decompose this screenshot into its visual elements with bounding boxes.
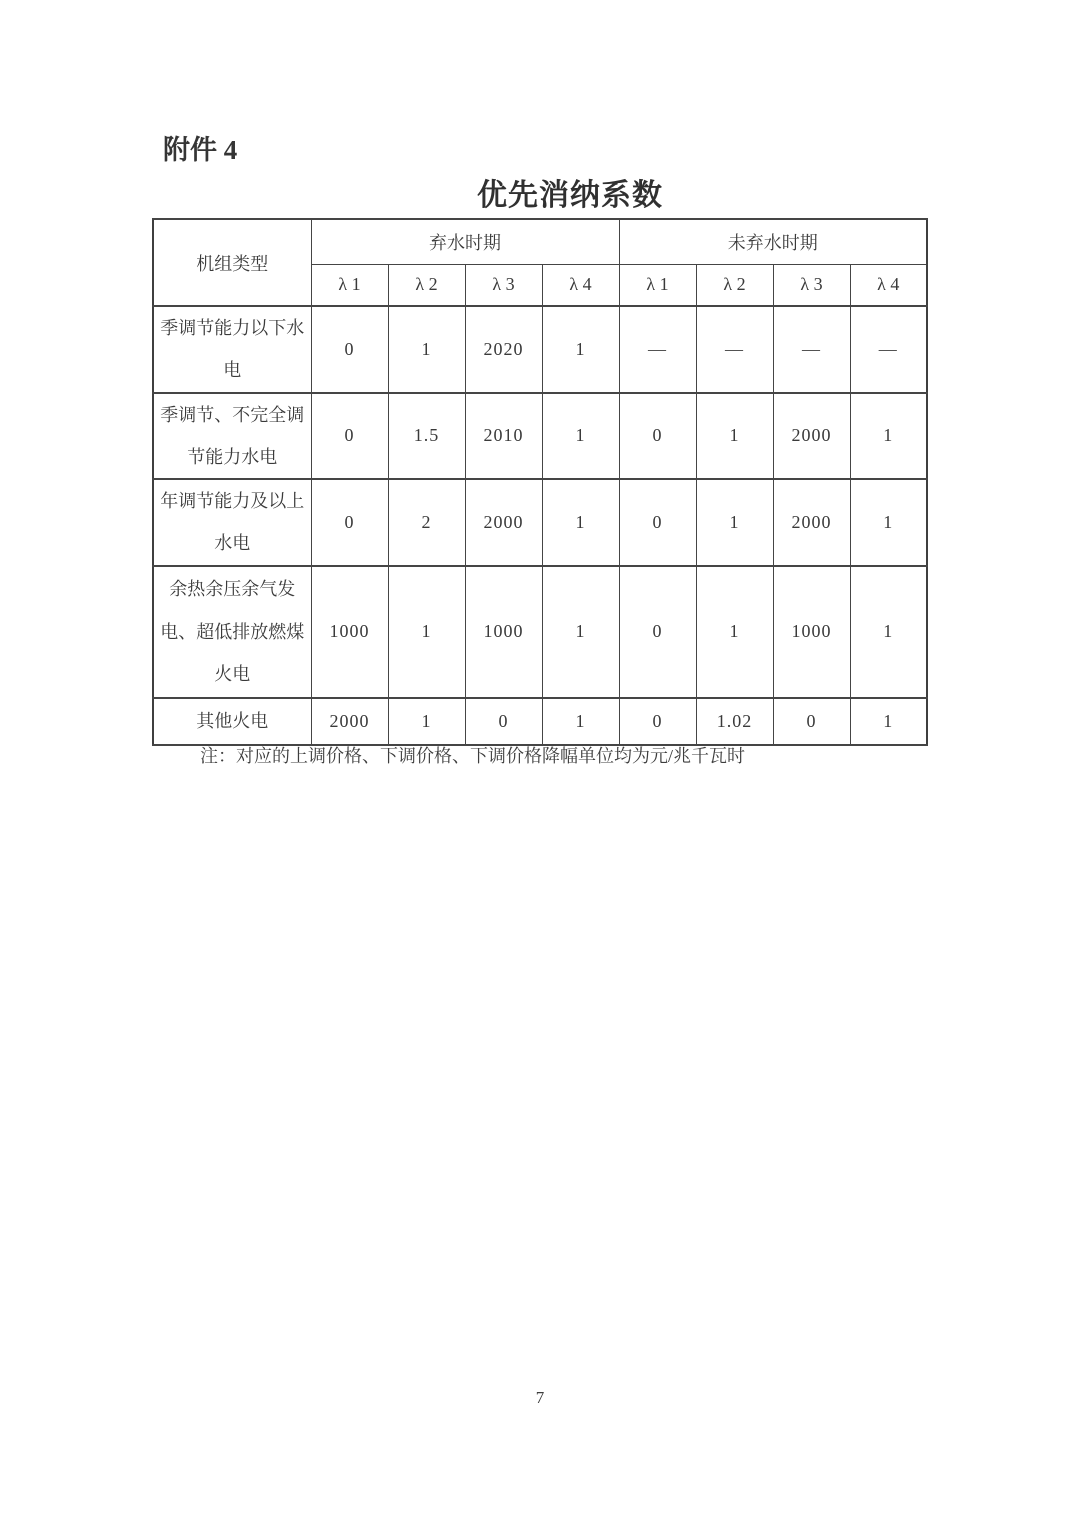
cell-value: 2020 xyxy=(465,306,542,393)
row-label: 季调节、不完全调节能力水电 xyxy=(153,393,311,480)
table-header-group-row xyxy=(153,219,927,264)
cell-value: 0 xyxy=(619,698,696,745)
row-label: 其他火电 xyxy=(153,698,311,745)
cell-value: 1.02 xyxy=(696,698,773,745)
footnote: 注：对应的上调价格、下调价格、下调价格降幅单位均为元/兆千瓦时 xyxy=(200,746,745,766)
table-row-seasonal-incomplete-hydro xyxy=(153,393,927,480)
cell-value: 1.5 xyxy=(388,393,465,480)
group-header-water-abandon-period: 弃水时期 xyxy=(311,219,619,264)
cell-value: 2 xyxy=(388,479,465,566)
table-row-waste-heat-ultra-low-coal xyxy=(153,566,927,698)
cell-value: 0 xyxy=(619,566,696,698)
lambda2-header-right: λ 2 xyxy=(696,264,773,306)
cell-value: 0 xyxy=(619,393,696,480)
cell-value: 1 xyxy=(542,393,619,480)
cell-value: 1 xyxy=(542,306,619,393)
lambda3-header-left: λ 3 xyxy=(465,264,542,306)
cell-value: 1 xyxy=(696,479,773,566)
lambda1-header-left: λ 1 xyxy=(311,264,388,306)
group-header-no-water-abandon-period: 未弃水时期 xyxy=(619,219,927,264)
cell-value: 2000 xyxy=(465,479,542,566)
cell-value: 1 xyxy=(850,479,927,566)
cell-value: 0 xyxy=(311,393,388,480)
row-label: 余热余压余气发电、超低排放燃煤火电 xyxy=(153,566,311,698)
priority-consumption-coefficient-table xyxy=(152,218,928,746)
cell-value: 1 xyxy=(542,698,619,745)
table-row-sub-seasonal-hydro xyxy=(153,306,927,393)
cell-value: 1 xyxy=(542,479,619,566)
page-number: 7 xyxy=(535,1388,545,1407)
cell-value: 1 xyxy=(850,566,927,698)
cell-value: — xyxy=(619,306,696,393)
cell-value: 1 xyxy=(696,393,773,480)
cell-value: 1 xyxy=(388,698,465,745)
table-row-other-thermal xyxy=(153,698,927,745)
cell-value: — xyxy=(850,306,927,393)
corner-header-unit-type: 机组类型 xyxy=(153,219,311,306)
cell-value: 1000 xyxy=(465,566,542,698)
cell-value: 2010 xyxy=(465,393,542,480)
cell-value: 0 xyxy=(465,698,542,745)
cell-value: 1 xyxy=(696,566,773,698)
cell-value: — xyxy=(696,306,773,393)
attachment-label: 附件 4 xyxy=(163,135,238,165)
cell-value: 2000 xyxy=(311,698,388,745)
lambda1-header-right: λ 1 xyxy=(619,264,696,306)
cell-value: 2000 xyxy=(773,393,850,480)
lambda2-header-left: λ 2 xyxy=(388,264,465,306)
cell-value: 0 xyxy=(619,479,696,566)
lambda4-header-right: λ 4 xyxy=(850,264,927,306)
cell-value: — xyxy=(773,306,850,393)
cell-value: 1 xyxy=(388,566,465,698)
lambda4-header-left: λ 4 xyxy=(542,264,619,306)
cell-value: 1 xyxy=(388,306,465,393)
cell-value: 2000 xyxy=(773,479,850,566)
row-label: 季调节能力以下水电 xyxy=(153,306,311,393)
cell-value: 0 xyxy=(311,479,388,566)
lambda3-header-right: λ 3 xyxy=(773,264,850,306)
cell-value: 0 xyxy=(773,698,850,745)
cell-value: 1000 xyxy=(311,566,388,698)
cell-value: 0 xyxy=(311,306,388,393)
cell-value: 1000 xyxy=(773,566,850,698)
row-label: 年调节能力及以上水电 xyxy=(153,479,311,566)
page-title: 优先消纳系数 xyxy=(477,179,663,212)
table-row-annual-hydro xyxy=(153,479,927,566)
cell-value: 1 xyxy=(850,698,927,745)
cell-value: 1 xyxy=(850,393,927,480)
cell-value: 1 xyxy=(542,566,619,698)
